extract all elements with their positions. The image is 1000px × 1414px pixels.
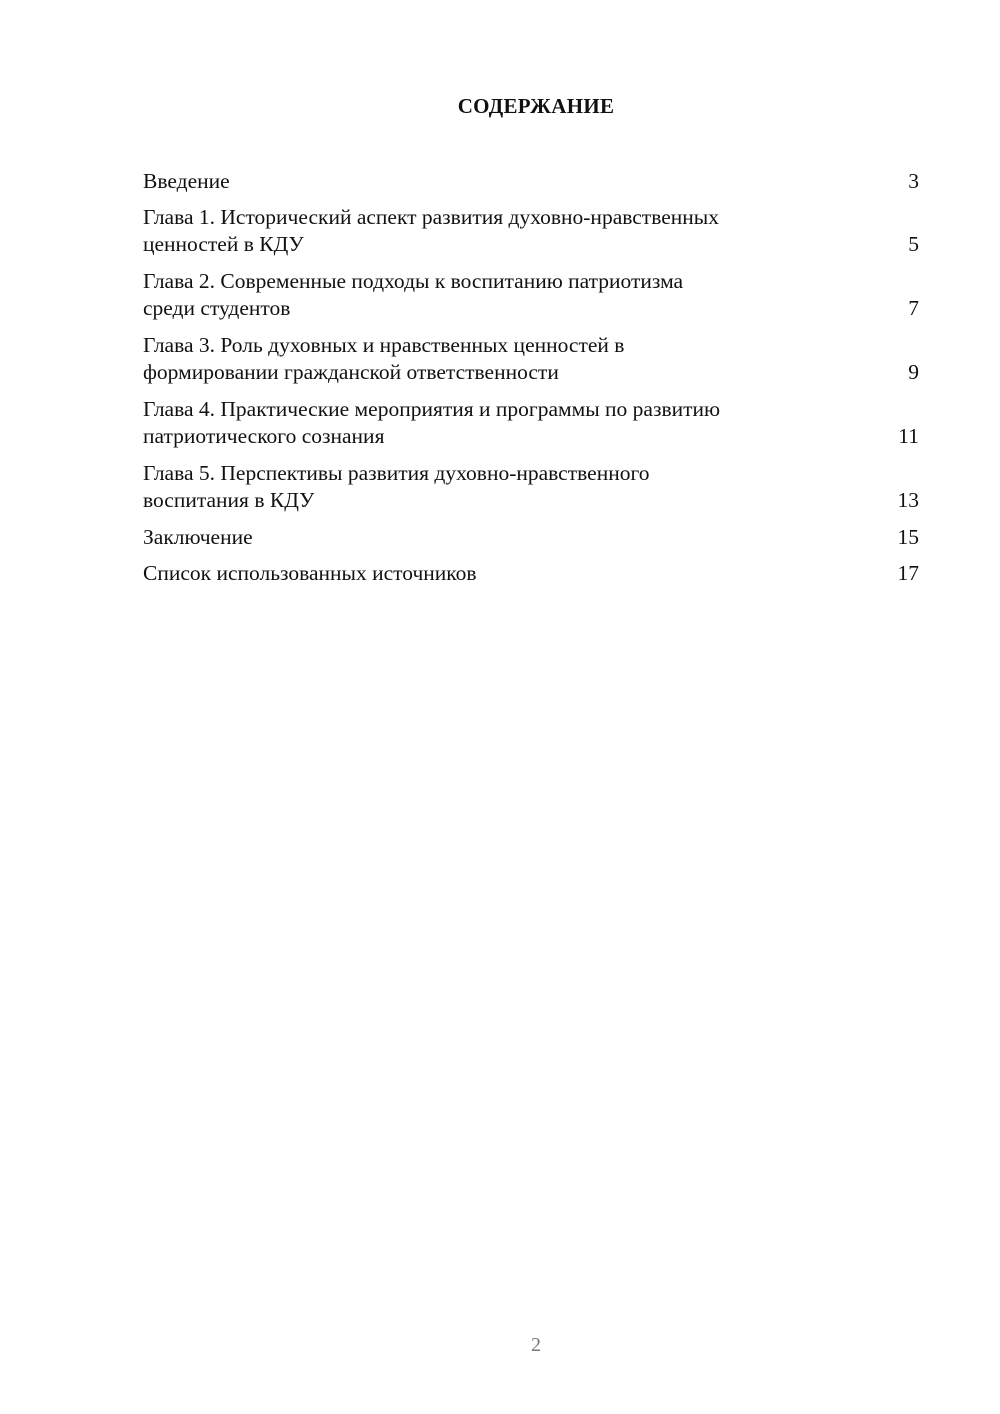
toc-entry-chapter-5 bbox=[143, 460, 919, 514]
toc-entry-chapter-1 bbox=[143, 204, 919, 258]
toc-entry-page: 17 bbox=[897, 561, 919, 585]
toc-entry-text bbox=[143, 332, 889, 386]
toc-entry-chapter-3 bbox=[143, 332, 919, 386]
toc-entry-page: 7 bbox=[908, 296, 919, 320]
toc-entry-text bbox=[143, 460, 889, 514]
toc-entry-line: Введение bbox=[143, 169, 230, 193]
toc-entry-line: Глава 3. Роль духовных и нравственных ценностей в bbox=[143, 333, 625, 357]
toc-entry-text bbox=[143, 396, 889, 450]
toc-entry-introduction bbox=[143, 168, 919, 195]
toc-entry-line: Глава 5. Перспективы развития духовно-нравственного bbox=[143, 461, 650, 485]
toc-entry-line: Список использованных источников bbox=[143, 561, 477, 585]
toc-entry-page: 5 bbox=[908, 232, 919, 256]
toc-entry-line: патриотического сознания bbox=[143, 424, 385, 448]
toc-entry-text bbox=[143, 524, 889, 551]
toc-entry-line: Глава 4. Практические мероприятия и программы по развитию bbox=[143, 397, 721, 421]
page-number: 2 bbox=[531, 1334, 541, 1356]
toc-entry-text bbox=[143, 560, 889, 587]
toc-entry-chapter-4 bbox=[143, 396, 919, 450]
toc-entry-chapter-2 bbox=[143, 268, 919, 322]
toc-entry-line: Заключение bbox=[143, 525, 253, 549]
page-title: СОДЕРЖАНИЕ bbox=[457, 94, 615, 118]
toc-entry-text bbox=[143, 168, 889, 195]
toc-entry-text bbox=[143, 204, 889, 258]
toc-entry-line: среди студентов bbox=[143, 296, 291, 320]
toc-entry-page: 13 bbox=[897, 488, 919, 512]
table-of-contents bbox=[143, 168, 919, 596]
toc-entry-page: 3 bbox=[908, 169, 919, 193]
toc-entry-line: Глава 2. Современные подходы к воспитанию патриотизма bbox=[143, 269, 684, 293]
toc-entry-text bbox=[143, 268, 889, 322]
toc-entry-line: ценностей в КДУ bbox=[143, 232, 304, 256]
toc-entry-line: воспитания в КДУ bbox=[143, 488, 315, 512]
toc-entry-page: 9 bbox=[908, 360, 919, 384]
toc-entry-line: Глава 1. Исторический аспект развития духовно-нравственных bbox=[143, 205, 719, 229]
toc-entry-references bbox=[143, 560, 919, 587]
toc-entry-page: 11 bbox=[898, 424, 919, 448]
toc-entry-conclusion bbox=[143, 524, 919, 551]
toc-entry-line: формировании гражданской ответственности bbox=[143, 360, 559, 384]
toc-entry-page: 15 bbox=[897, 525, 919, 549]
